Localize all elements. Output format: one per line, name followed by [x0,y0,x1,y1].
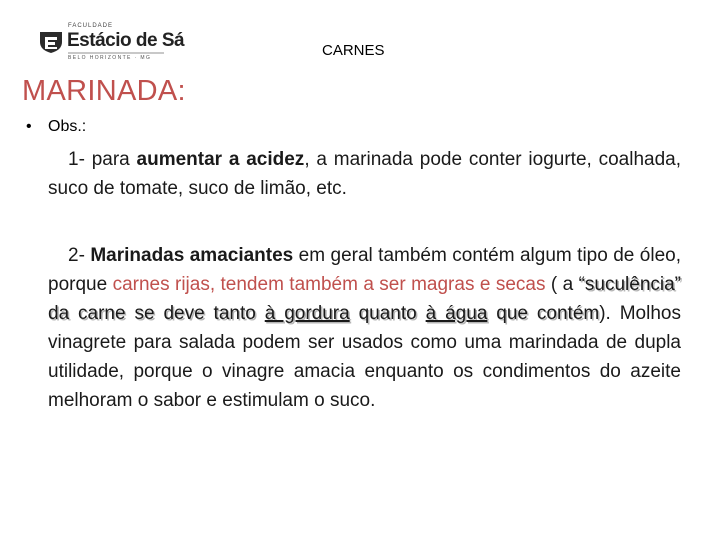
bullet-item [26,118,86,136]
p2-underline-1: à gordura [264,303,350,324]
estacio-logo-icon [38,28,64,54]
p2-shadow-1: “suculência” da carne se deve tanto [48,274,682,324]
faculdade-logo [38,20,185,62]
p2-shadow-2: quanto [349,303,426,324]
paragraph-1 [48,145,681,203]
logo-subtitle: BELO HORIZONTE · MG [68,55,152,61]
p2-shadow-3: que contém [487,303,600,324]
header-title: CARNES [322,42,385,59]
p1-bold-1: aumentar a acidez [136,149,305,170]
p2-text-4: ). Molhos vinagrete para salada podem ser usados como uma marindada de dupla utilidade, porque o vinagre amacia enquanto os condimentos do azeite melhoram o sabor e estimulam o suco. [48,303,681,411]
p2-bold-1: Marinadas amaciantes [90,245,294,266]
p2-text-1: 2- [68,245,91,266]
section-title: MARINADA: [22,75,186,107]
p2-highlight-1: carnes rijas, tendem também a ser magras e secas [112,274,546,295]
p2-underline-2: à água [425,303,488,324]
logo-small-text: FACULDADE [68,23,114,29]
p1-text-1: 1- para [68,149,137,170]
bullet-dot-icon: • [26,118,32,135]
logo-name: Estácio de Sá [67,30,185,51]
p1-text-2: , a marinada pode conter iogurte, coalhada, suco de tomate, suco de limão, etc. [48,149,682,199]
bullet-label: Obs.: [48,118,87,135]
paragraph-2 [48,241,681,415]
p2-text-2: em geral também contém algum tipo de óleo, porque [48,245,681,295]
p2-text-3: ( a [545,274,579,295]
logo-divider [68,52,164,54]
